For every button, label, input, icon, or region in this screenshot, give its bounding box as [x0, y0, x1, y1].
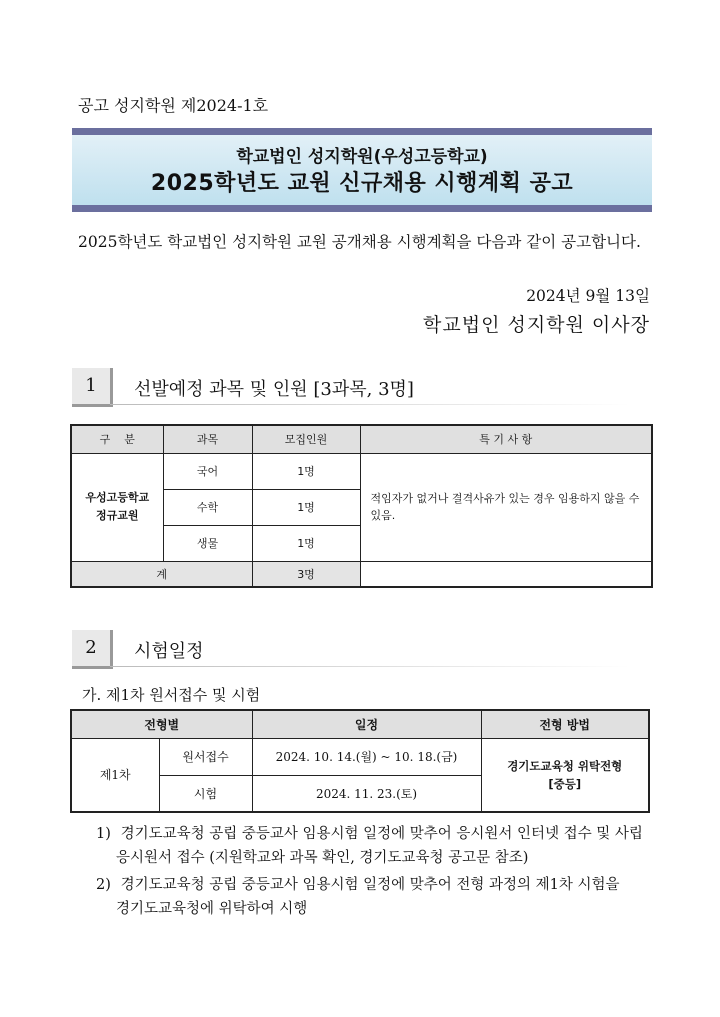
- banner-title: 2025학년도 교원 신규채용 시행계획 공고: [150, 171, 574, 196]
- table-header-row: [71, 710, 649, 738]
- stage-cell: 제1차: [71, 738, 159, 812]
- section-title: 선발예정 과목 및 인원 [3과목, 3명]: [134, 379, 414, 400]
- header-schedule: 일정: [252, 710, 481, 738]
- schedule-table: [70, 709, 650, 813]
- section-rule: [110, 404, 630, 405]
- count-cell: 1명: [252, 489, 360, 525]
- banner-subtitle: 학교법인 성지학원(우성고등학교): [236, 147, 488, 167]
- method-line-1: 경기도교육청 위탁전형: [507, 758, 623, 773]
- header-stage: 전형별: [71, 710, 252, 738]
- header-category: 구 분: [71, 425, 163, 453]
- recruitment-table: [70, 424, 653, 588]
- section-number: 1: [72, 368, 113, 407]
- section-number: 2: [72, 630, 113, 669]
- schedule-cell: 2024. 10. 14.(월) ~ 10. 18.(금): [252, 738, 481, 775]
- footnote-continuation: 응시원서 접수 (지원학교와 과목 확인, 경기도교육청 공고문 참조): [116, 850, 529, 866]
- section-title: 시험일정: [134, 641, 204, 662]
- total-note-empty: [360, 561, 652, 587]
- header-method: 전형 방법: [481, 710, 649, 738]
- intro-paragraph: 2025학년도 학교법인 성지학원 교원 공개채용 시행계획을 다음과 같이 공고합니다.: [78, 233, 641, 251]
- notice-date: 2024년 9월 13일: [526, 287, 650, 305]
- total-count: 3명: [252, 561, 360, 587]
- header-count: 모집인원: [252, 425, 360, 453]
- table-header-row: [71, 425, 652, 453]
- schedule-subheading: 가. 제1차 원서접수 및 시험: [82, 686, 261, 704]
- footnote-number: 1): [96, 826, 111, 842]
- table-row: [71, 738, 649, 775]
- note-cell: 적임자가 없거나 결격사유가 있는 경우 임용하지 않을 수 있음.: [360, 453, 652, 561]
- item-cell: 원서접수: [159, 738, 252, 775]
- section-rule: [110, 666, 630, 667]
- count-cell: 1명: [252, 525, 360, 561]
- banner-top-bar: [72, 128, 652, 135]
- item-cell: 시험: [159, 775, 252, 812]
- method-cell: [481, 738, 649, 812]
- method-line-2: [중등]: [548, 776, 582, 791]
- total-label: 계: [71, 561, 252, 587]
- subject-cell: 수학: [163, 489, 252, 525]
- footnote-text: 경기도교육청 공립 중등교사 임용시험 일정에 맞추어 응시원서 인터넷 접수 및 사립: [120, 826, 643, 842]
- category-cell: 우성고등학교 정규교원: [71, 453, 163, 561]
- table-row: [71, 453, 652, 489]
- subject-cell: 생물: [163, 525, 252, 561]
- title-banner: [72, 128, 652, 212]
- header-note: 특 기 사 항: [360, 425, 652, 453]
- footnote-continuation: 경기도교육청에 위탁하여 시행: [116, 901, 308, 917]
- schedule-cell: 2024. 11. 23.(토): [252, 775, 481, 812]
- section-2-heading: [70, 630, 630, 672]
- signer: 학교법인 성지학원 이사장: [423, 314, 650, 336]
- header-subject: 과목: [163, 425, 252, 453]
- footnote-2: [96, 873, 652, 921]
- total-row: [71, 561, 652, 587]
- subject-cell: 국어: [163, 453, 252, 489]
- footnote-number: 2): [96, 877, 111, 893]
- section-1-heading: [70, 368, 630, 410]
- count-cell: 1명: [252, 453, 360, 489]
- footnote-text: 경기도교육청 공립 중등교사 임용시험 일정에 맞추어 전형 과정의 제1차 시험을: [120, 877, 620, 893]
- notice-number: 공고 성지학원 제2024-1호: [78, 96, 269, 115]
- footnote-1: [96, 822, 652, 870]
- banner-bottom-bar: [72, 205, 652, 212]
